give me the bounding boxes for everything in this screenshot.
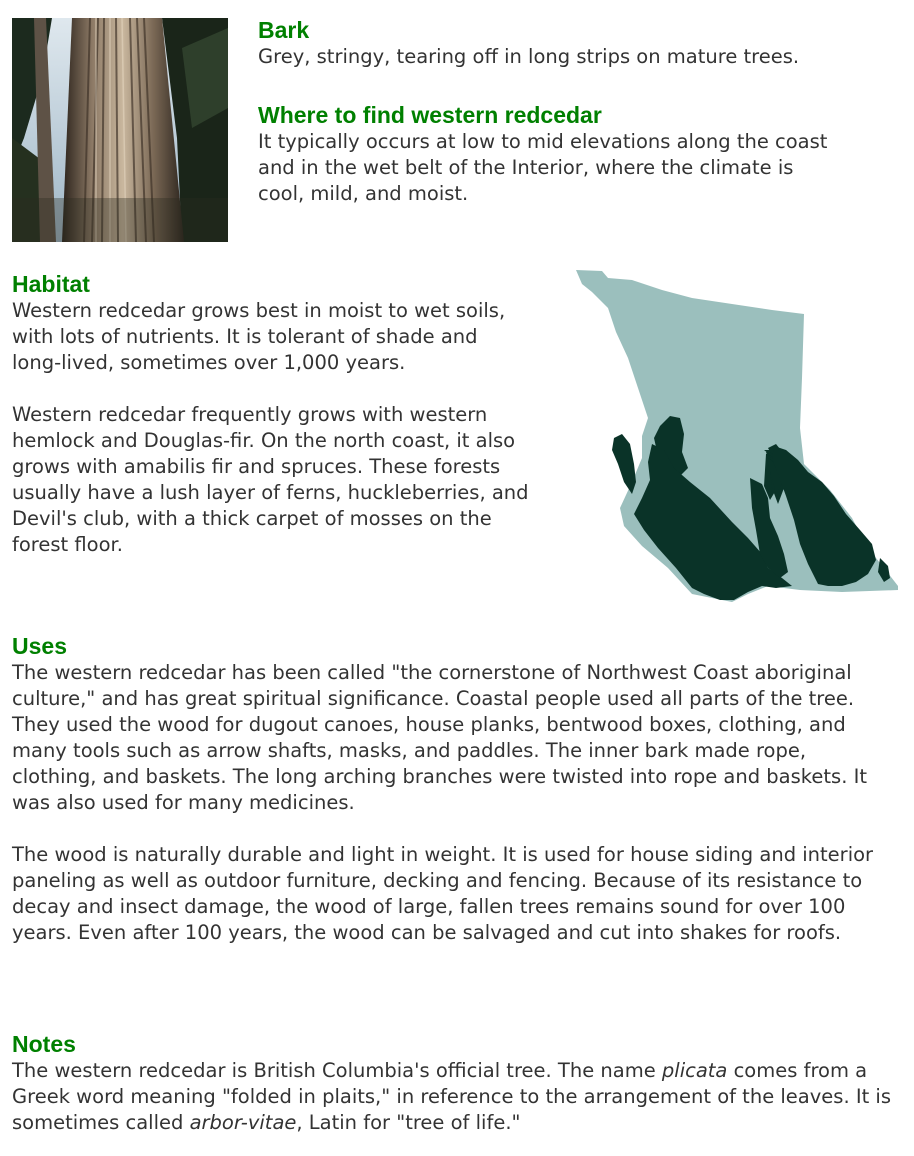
uses-section (12, 633, 892, 946)
uses-paragraph-1: The western redcedar has been called "the cornerstone of Northwest Coast aboriginal culture," and has great spiritual significance. Coastal people used all parts of the tree. They used the wood for dugout canoes, house planks, bentwood boxes, clothing, and many tools such as arrow shafts, masks, and paddles. The inner bark made rope, clothing, and baskets. The long arching branches were twisted into rope and baskets. It was also used for many medicines. (12, 661, 867, 814)
notes-text-part-2: comes from a Greek word meaning "folded in plaits," in reference to the arrangement of the leaves. It is sometimes called (12, 1059, 892, 1134)
habitat-paragraph-2: Western redcedar frequently grows with western hemlock and Douglas-fir. On the north coast, it also grows with amabilis fir and spruces. These forests usually have a lush layer of ferns, huckleberries, and Devil's club, with a thick carpet of mosses on the forest floor. (12, 403, 529, 556)
bark-photo-image (12, 18, 228, 242)
bark-text: Grey, stringy, tearing off in long strips on mature trees. (258, 45, 800, 68)
range-map-image (572, 268, 902, 608)
uses-paragraph-2: The wood is naturally durable and light in weight. It is used for house siding and interior paneling as well as outdoor furniture, decking and fencing. Because of its resistance to decay and insect damage, the wood of large, fallen trees remains sound for over 100 years. Even after 100 years, the wood can be salvaged and cut into shakes for roofs. (12, 843, 874, 944)
notes-heading: Notes (12, 1031, 76, 1057)
habitat-heading: Habitat (12, 271, 90, 297)
where-text: It typically occurs at low to mid elevations along the coast and in the wet belt of the Interior, where the climate is cool, mild, and moist. (258, 130, 828, 205)
notes-emphasis-arbor-vitae: arbor-vitae (189, 1111, 297, 1134)
notes-text-part-1: The western redcedar is British Columbia's official tree. The name (12, 1059, 662, 1082)
where-section (258, 102, 858, 207)
habitat-section (12, 271, 552, 558)
notes-section (12, 1031, 892, 1136)
habitat-paragraph-1: Western redcedar grows best in moist to wet soils, with lots of nutrients. It is tolerant of shade and long-lived, sometimes over 1,000 years. (12, 299, 506, 374)
bark-heading: Bark (258, 17, 310, 43)
notes-text (12, 1058, 892, 1136)
range-map (572, 268, 902, 608)
notes-text-part-3: , Latin for "tree of life." (296, 1111, 521, 1134)
bark-section (258, 17, 888, 70)
bark-photo (12, 18, 228, 242)
notes-emphasis-plicata: plicata (661, 1059, 728, 1082)
where-heading: Where to find western redcedar (258, 102, 602, 128)
uses-heading: Uses (12, 633, 67, 659)
